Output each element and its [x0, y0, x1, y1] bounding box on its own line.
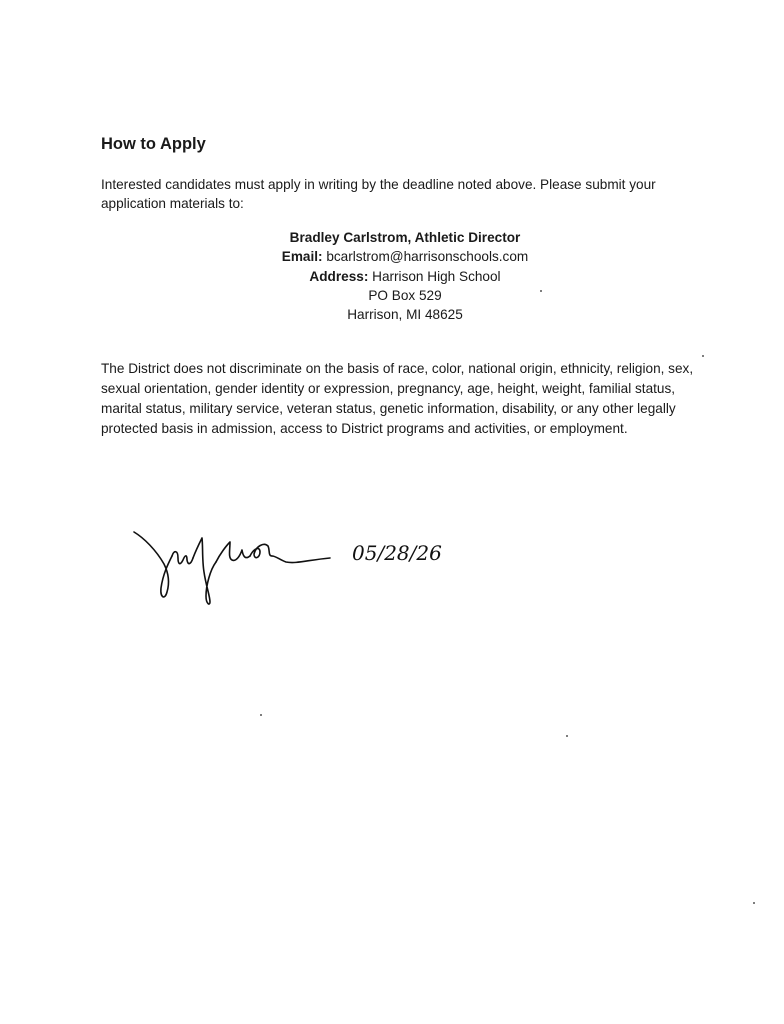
- contact-email-line: [200, 247, 610, 266]
- address-line-3: Harrison, MI 48625: [347, 307, 463, 323]
- signature-stroke: [193, 538, 216, 604]
- address-label: Address:: [309, 268, 369, 284]
- contact-block: [200, 228, 610, 324]
- signature-stroke: [172, 552, 193, 564]
- address-line-2: PO Box 529: [368, 287, 442, 303]
- signature-stroke: [216, 542, 250, 562]
- contact-name-title: Bradley Carlstrom, Athletic Director: [289, 230, 521, 245]
- address-line-1: Harrison High School: [368, 268, 501, 284]
- scan-speck: [566, 735, 568, 737]
- scan-speck: [753, 902, 755, 904]
- handwritten-date: 05/28/26: [352, 541, 442, 565]
- scan-speck: [702, 355, 704, 357]
- non-discrimination-statement: The District does not discriminate on the basis of race, color, national origin, ethnicity, religion, sex, sexual orientation, gender identity or expression, pregnancy, age, height, weight, familial status, marital status, military service, veteran status, genetic information, disability, or any other legally protected basis in admission, access to District programs and activities, or employment.: [101, 361, 694, 436]
- email-value: bcarlstrom@harrisonschools.com: [322, 249, 529, 265]
- signature-stroke: [272, 556, 330, 563]
- intro-paragraph: Interested candidates must apply in writing by the deadline noted above. Please submit your application materials to:: [101, 177, 656, 211]
- email-label: Email:: [281, 249, 323, 265]
- scan-speck: [540, 290, 542, 292]
- signature-stroke: [134, 532, 172, 597]
- section-heading: How to Apply: [101, 135, 206, 153]
- contact-address-line: [200, 267, 610, 286]
- scan-speck: [260, 714, 262, 716]
- handwritten-signature: [130, 520, 470, 610]
- signature-stroke: [250, 544, 272, 557]
